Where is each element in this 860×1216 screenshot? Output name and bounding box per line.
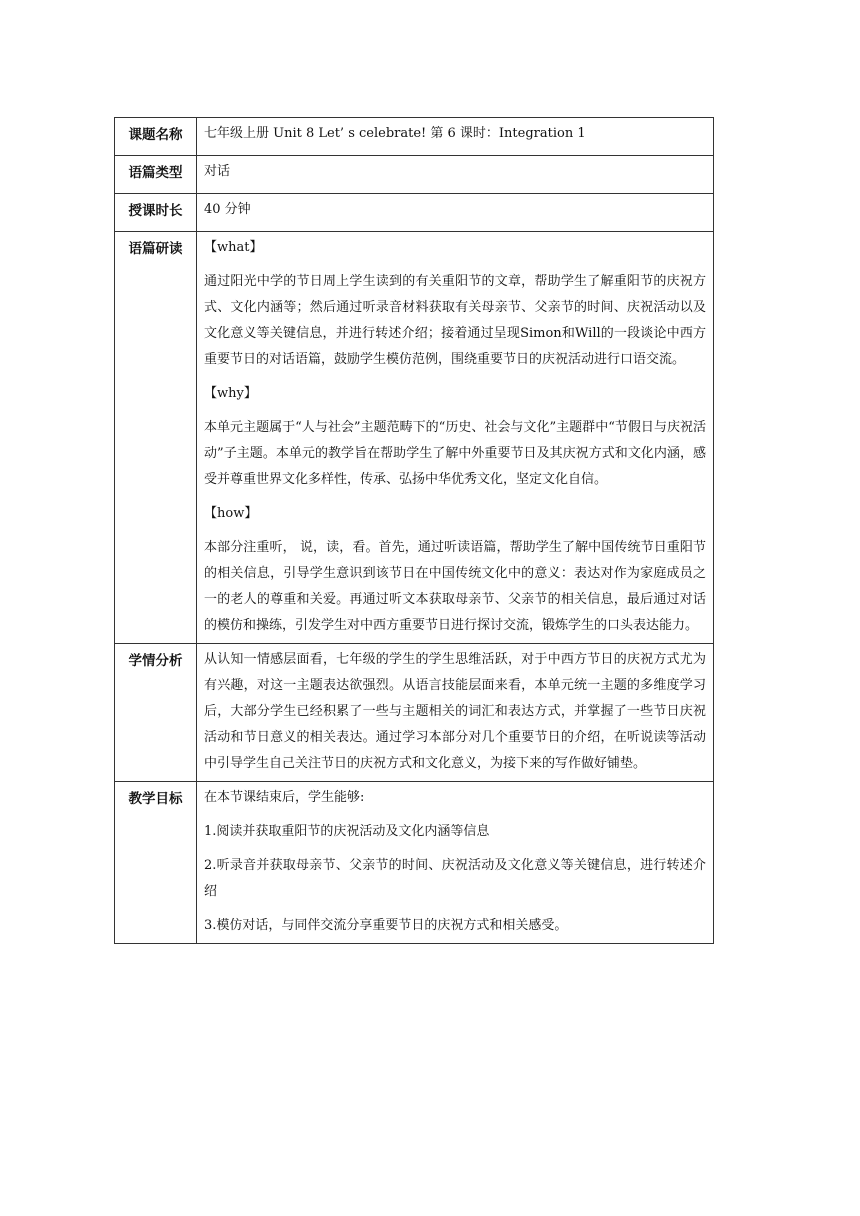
duration-value — [197, 194, 714, 232]
objectives-value — [197, 782, 714, 944]
objective-item-1: 1.阅读并获取重阳节的庆祝活动及文化内涵等信息 — [204, 824, 490, 839]
text-type-value — [197, 156, 714, 194]
objective-item-2: 2.听录音并获取母亲节、父亲节的时间、庆祝活动及文化意义等关键信息，进行转述介绍 — [204, 858, 706, 899]
analysis-label: 语篇研读 — [115, 232, 197, 644]
what-heading: 【what】 — [204, 240, 263, 255]
row-duration — [115, 194, 714, 232]
lesson-plan-table — [114, 117, 714, 944]
row-learner — [115, 644, 714, 782]
title-text: 七年级上册 Unit 8 Let’ s celebrate! 第 6 课时：Integration 1 — [204, 126, 586, 141]
how-paragraph: 本部分注重听， 说，读，看。首先，通过听读语篇，帮助学生了解中国传统节日重阳节的相关信息，引导学生意识到该节日在中国传统文化中的意义：表达对作为家庭成员之一的老人的尊重和关爱。再通过听文本获取母亲节、父亲节的相关信息，最后通过对话的模仿和操练，引发学生对中西方重要节日进行探讨交流，锻炼学生的口头表达能力。 — [204, 540, 706, 633]
what-paragraph: 通过阳光中学的节日周上学生读到的有关重阳节的文章，帮助学生了解重阳节的庆祝方式、文化内涵等；然后通过听录音材料获取有关母亲节、父亲节的时间、庆祝活动以及文化意义等关键信息，并进行转述介绍；接着通过呈现Simon和Will的一段谈论中西方重要节日的对话语篇，鼓励学生模仿范例，围绕重要节日的庆祝活动进行口语交流。 — [204, 274, 706, 367]
analysis-value — [197, 232, 714, 644]
objective-item-3: 3.模仿对话，与同伴交流分享重要节日的庆祝方式和相关感受。 — [204, 918, 568, 933]
how-heading: 【how】 — [204, 506, 258, 521]
learner-value — [197, 644, 714, 782]
learner-label: 学情分析 — [115, 644, 197, 782]
objectives-label: 教学目标 — [115, 782, 197, 944]
row-text-type — [115, 156, 714, 194]
title-value — [197, 118, 714, 156]
objectives-intro: 在本节课结束后，学生能够: — [204, 790, 365, 805]
duration-label: 授课时长 — [115, 194, 197, 232]
row-analysis — [115, 232, 714, 644]
row-title — [115, 118, 714, 156]
duration-text: 40 分钟 — [204, 202, 251, 217]
why-heading: 【why】 — [204, 386, 257, 401]
text-type-label: 语篇类型 — [115, 156, 197, 194]
learner-paragraph: 从认知一情感层面看，七年级的学生的学生思维活跃，对于中西方节日的庆祝方式尤为有兴趣，对这一主题表达欲强烈。从语言技能层面来看，本单元统一主题的多维度学习后，大部分学生已经积累了一些与主题相关的词汇和表达方式，并掌握了一些节日庆祝活动和节日意义的相关表达。通过学习本部分对几个重要节日的介绍，在听说读等活动中引导学生自己关注节日的庆祝方式和文化意义，为接下来的写作做好铺垫。 — [204, 652, 706, 771]
row-objectives — [115, 782, 714, 944]
title-label: 课题名称 — [115, 118, 197, 156]
why-paragraph: 本单元主题属于“人与社会”主题范畴下的“历史、社会与文化”主题群中“节假日与庆祝活动”子主题。本单元的教学旨在帮助学生了解中外重要节日及其庆祝方式和文化内涵，感受并尊重世界文化多样性，传承、弘扬中华优秀文化，坚定文化自信。 — [204, 420, 706, 487]
text-type-text: 对话 — [204, 164, 231, 179]
